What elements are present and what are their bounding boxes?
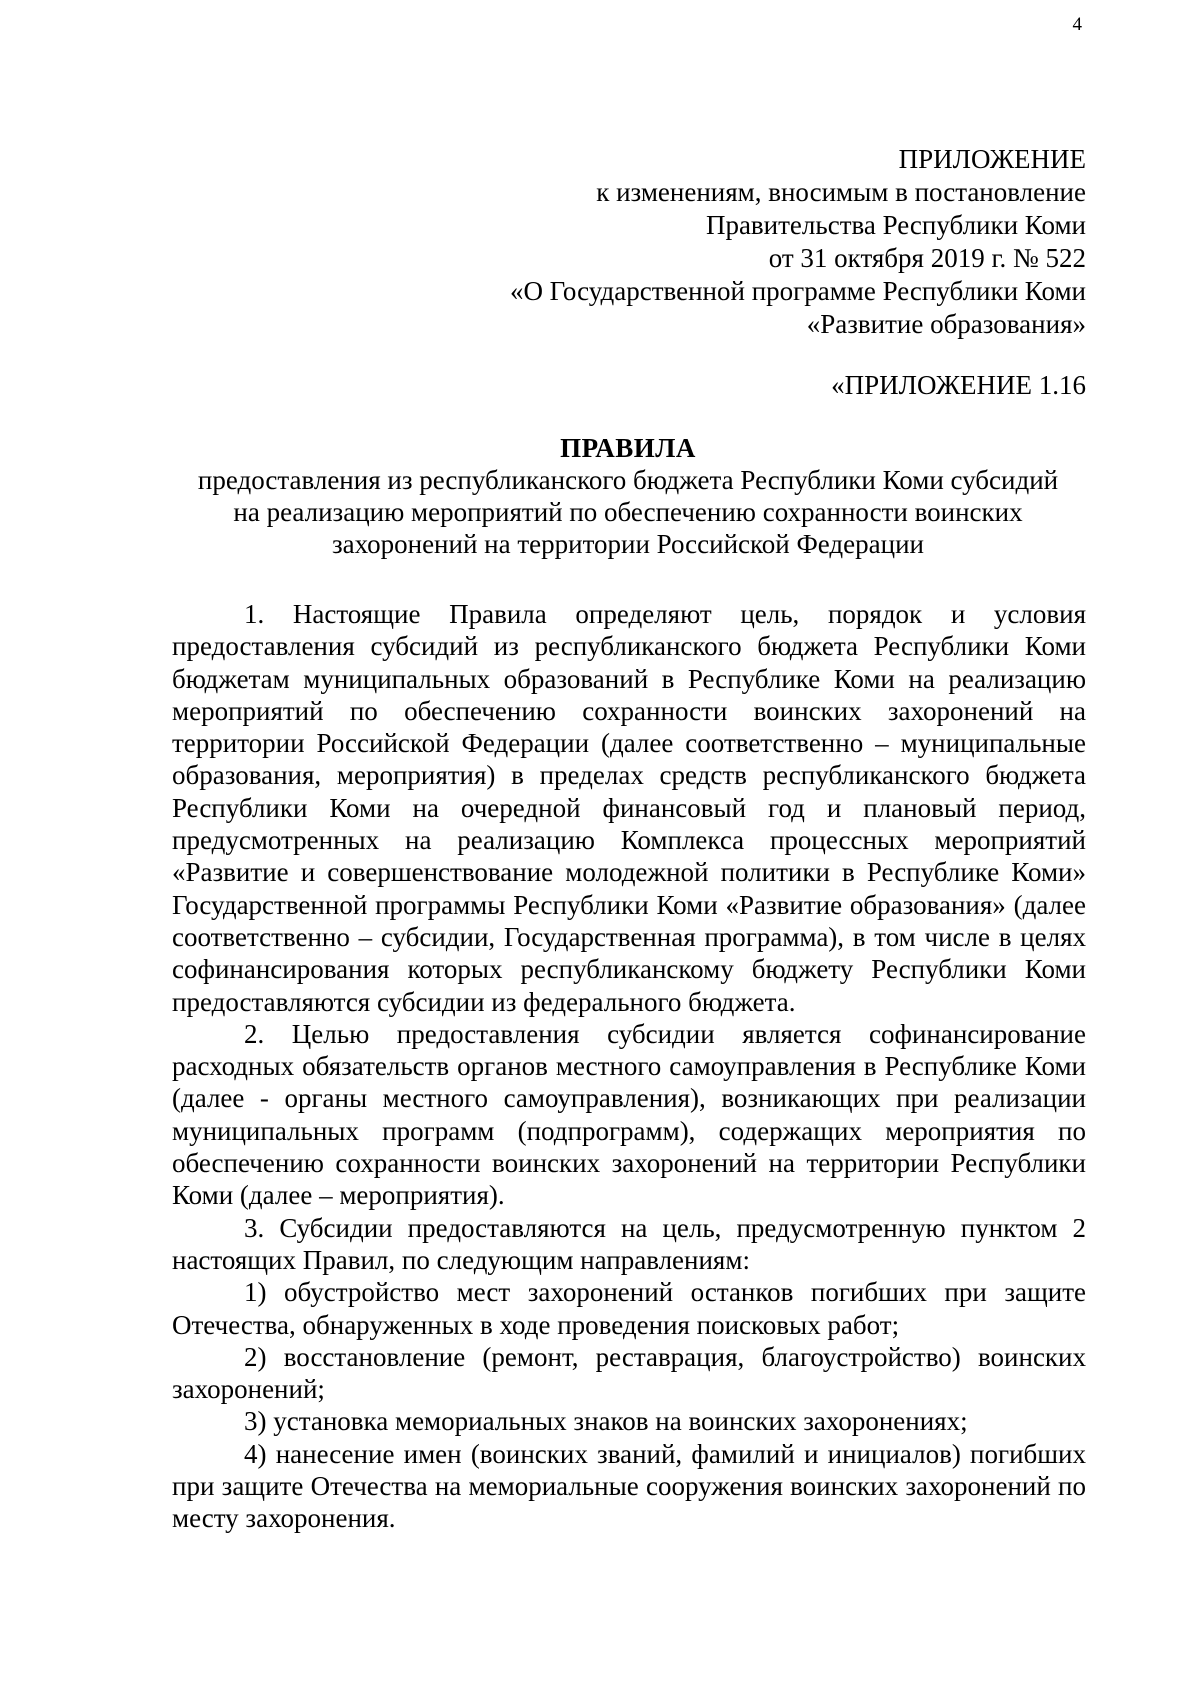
list-item-3: 3) установка мемориальных знаков на воинских захоронениях;: [244, 1406, 968, 1437]
document-title-block: [170, 432, 1086, 560]
list-item-1: 1) обустройство мест захоронений останков погибших при защите Отечества, обнаруженных в ходе проведения поисковых работ;: [172, 1277, 1086, 1340]
header-line: от 31 октября 2019 г. № 522: [768, 243, 1086, 273]
document-title: ПРАВИЛА: [560, 433, 696, 463]
list-item-4: 4) нанесение имен (воинских званий, фамилий и инициалов) погибших при защите Отечества на мемориальные сооружения воинских захоронений по месту захоронения.: [172, 1438, 1086, 1534]
appendix-reference: «ПРИЛОЖЕНИЕ 1.16: [831, 370, 1086, 400]
header-line: ПРИЛОЖЕНИЕ: [898, 144, 1086, 174]
paragraph-1: 1. Настоящие Правила определяют цель, порядок и условия предоставления субсидий из республиканского бюджета Республики Коми бюджетам муниципальных образований в Республике Коми на реализацию мероприятий по обеспечению сохранности воинских захоронений на территории Российской Федерации (далее соответственно – муниципальные образования, мероприятия) в пределах средств республиканского бюджета Республики Коми на очередной финансовый год и плановый период, предусмотренных на реализацию Комплекса процессных мероприятий «Развитие и совершенствование молодежной политики в Республике Коми» Государственной программы Республики Коми «Развитие образования» (далее соответственно – субсидии, Государственная программа), в том числе в целях софинансирования которых республиканскому бюджету Республики Коми предоставляются субсидии из федерального бюджета.: [172, 599, 1086, 1017]
paragraph-3: 3. Субсидии предоставляются на цель, предусмотренную пунктом 2 настоящих Правил, по следующим направлениям:: [172, 1212, 1086, 1275]
header-line: «Развитие образования»: [806, 309, 1086, 339]
document-subtitle-line: захоронений на территории Российской Федерации: [332, 529, 924, 559]
paragraph-2: 2. Целью предоставления субсидии является софинансирование расходных обязательств органов местного самоуправления в Республике Коми (далее - органы местного самоуправления), возникающих при реализации муниципальных программ (подпрограмм), содержащих мероприятия по обеспечению сохранности воинских захоронений на территории Республики Коми (далее – мероприятия).: [172, 1018, 1086, 1211]
list-item-2: 2) восстановление (ремонт, реставрация, благоустройство) воинских захоронений;: [172, 1341, 1086, 1405]
document-subtitle-line: предоставления из республиканского бюджета Республики Коми субсидий: [197, 465, 1059, 495]
document-body: [172, 598, 1086, 1535]
header-line: к изменениям, вносимым в постановление: [596, 177, 1086, 207]
header-line: Правительства Республики Коми: [705, 210, 1086, 240]
header-line: «О Государственной программе Республики Коми: [509, 276, 1086, 306]
page-number: 4: [1072, 14, 1082, 35]
appendix-header: [386, 143, 1086, 341]
document-subtitle-line: на реализацию мероприятий по обеспечению сохранности воинских: [233, 497, 1023, 527]
